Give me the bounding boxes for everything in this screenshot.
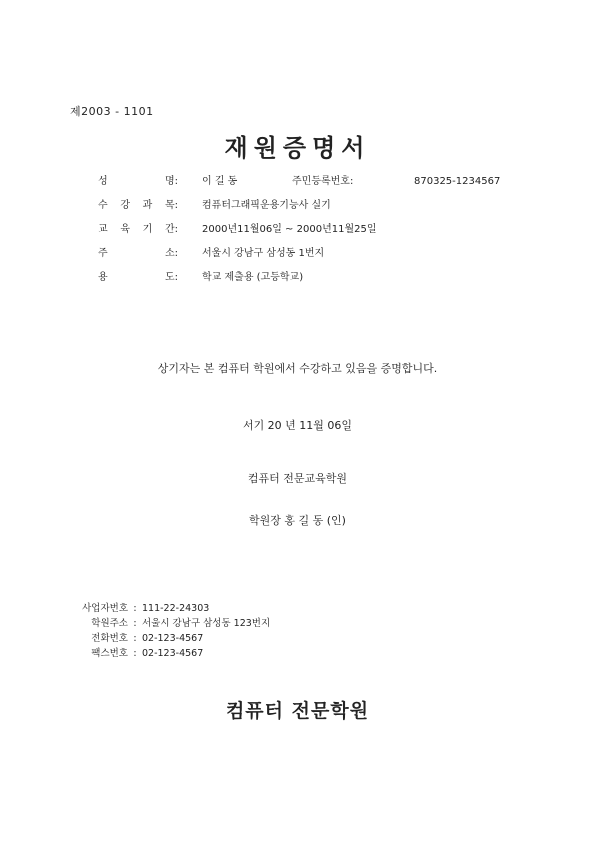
purpose-label: 용 도: — [98, 272, 178, 283]
document-number: 제2003 - 1101 — [70, 105, 154, 118]
name-label: 성 명: — [98, 176, 178, 187]
purpose-value: 학교 제출용 (고등학교) — [202, 272, 304, 283]
address-label: 주 소: — [98, 248, 178, 259]
academy-name: 컴퓨터 전문학원 — [225, 700, 370, 722]
address-value: 서울시 강남구 삼성동 1번지 — [202, 248, 325, 259]
director-signature: 학원장 홍 길 동 (인) — [249, 514, 346, 527]
course-value: 컴퓨터그래픽운용기능사 실기 — [202, 200, 331, 211]
footer-row-phone: 전화번호 : 02-123-4567 — [91, 633, 204, 644]
institution-name: 컴퓨터 전문교육학원 — [247, 472, 348, 485]
id-value: 870325-1234567 — [414, 176, 501, 187]
document-title: 재원증명서 — [224, 134, 371, 162]
footer-row-business-number: 사업자번호 : 111-22-24303 — [82, 603, 210, 614]
academy-info — [78, 601, 270, 661]
certification-statement: 상기자는 본 컴퓨터 학원에서 수강하고 있음을 증명합니다. — [157, 362, 438, 375]
issue-date: 서기 20 년 11월 06일 — [242, 419, 353, 432]
course-label: 수 강 과 목: — [98, 200, 178, 211]
period-value: 2000년11월06일 ~ 2000년11월25일 — [202, 224, 377, 235]
footer-row-fax: 팩스번호 : 02-123-4567 — [91, 648, 204, 659]
id-label: 주민등록번호: — [292, 176, 354, 187]
footer-row-address: 학원주소 : 서울시 강남구 삼성동 123번지 — [91, 618, 271, 629]
name-value: 이 길 동 — [202, 176, 238, 187]
period-label: 교 육 기 간: — [98, 224, 178, 235]
